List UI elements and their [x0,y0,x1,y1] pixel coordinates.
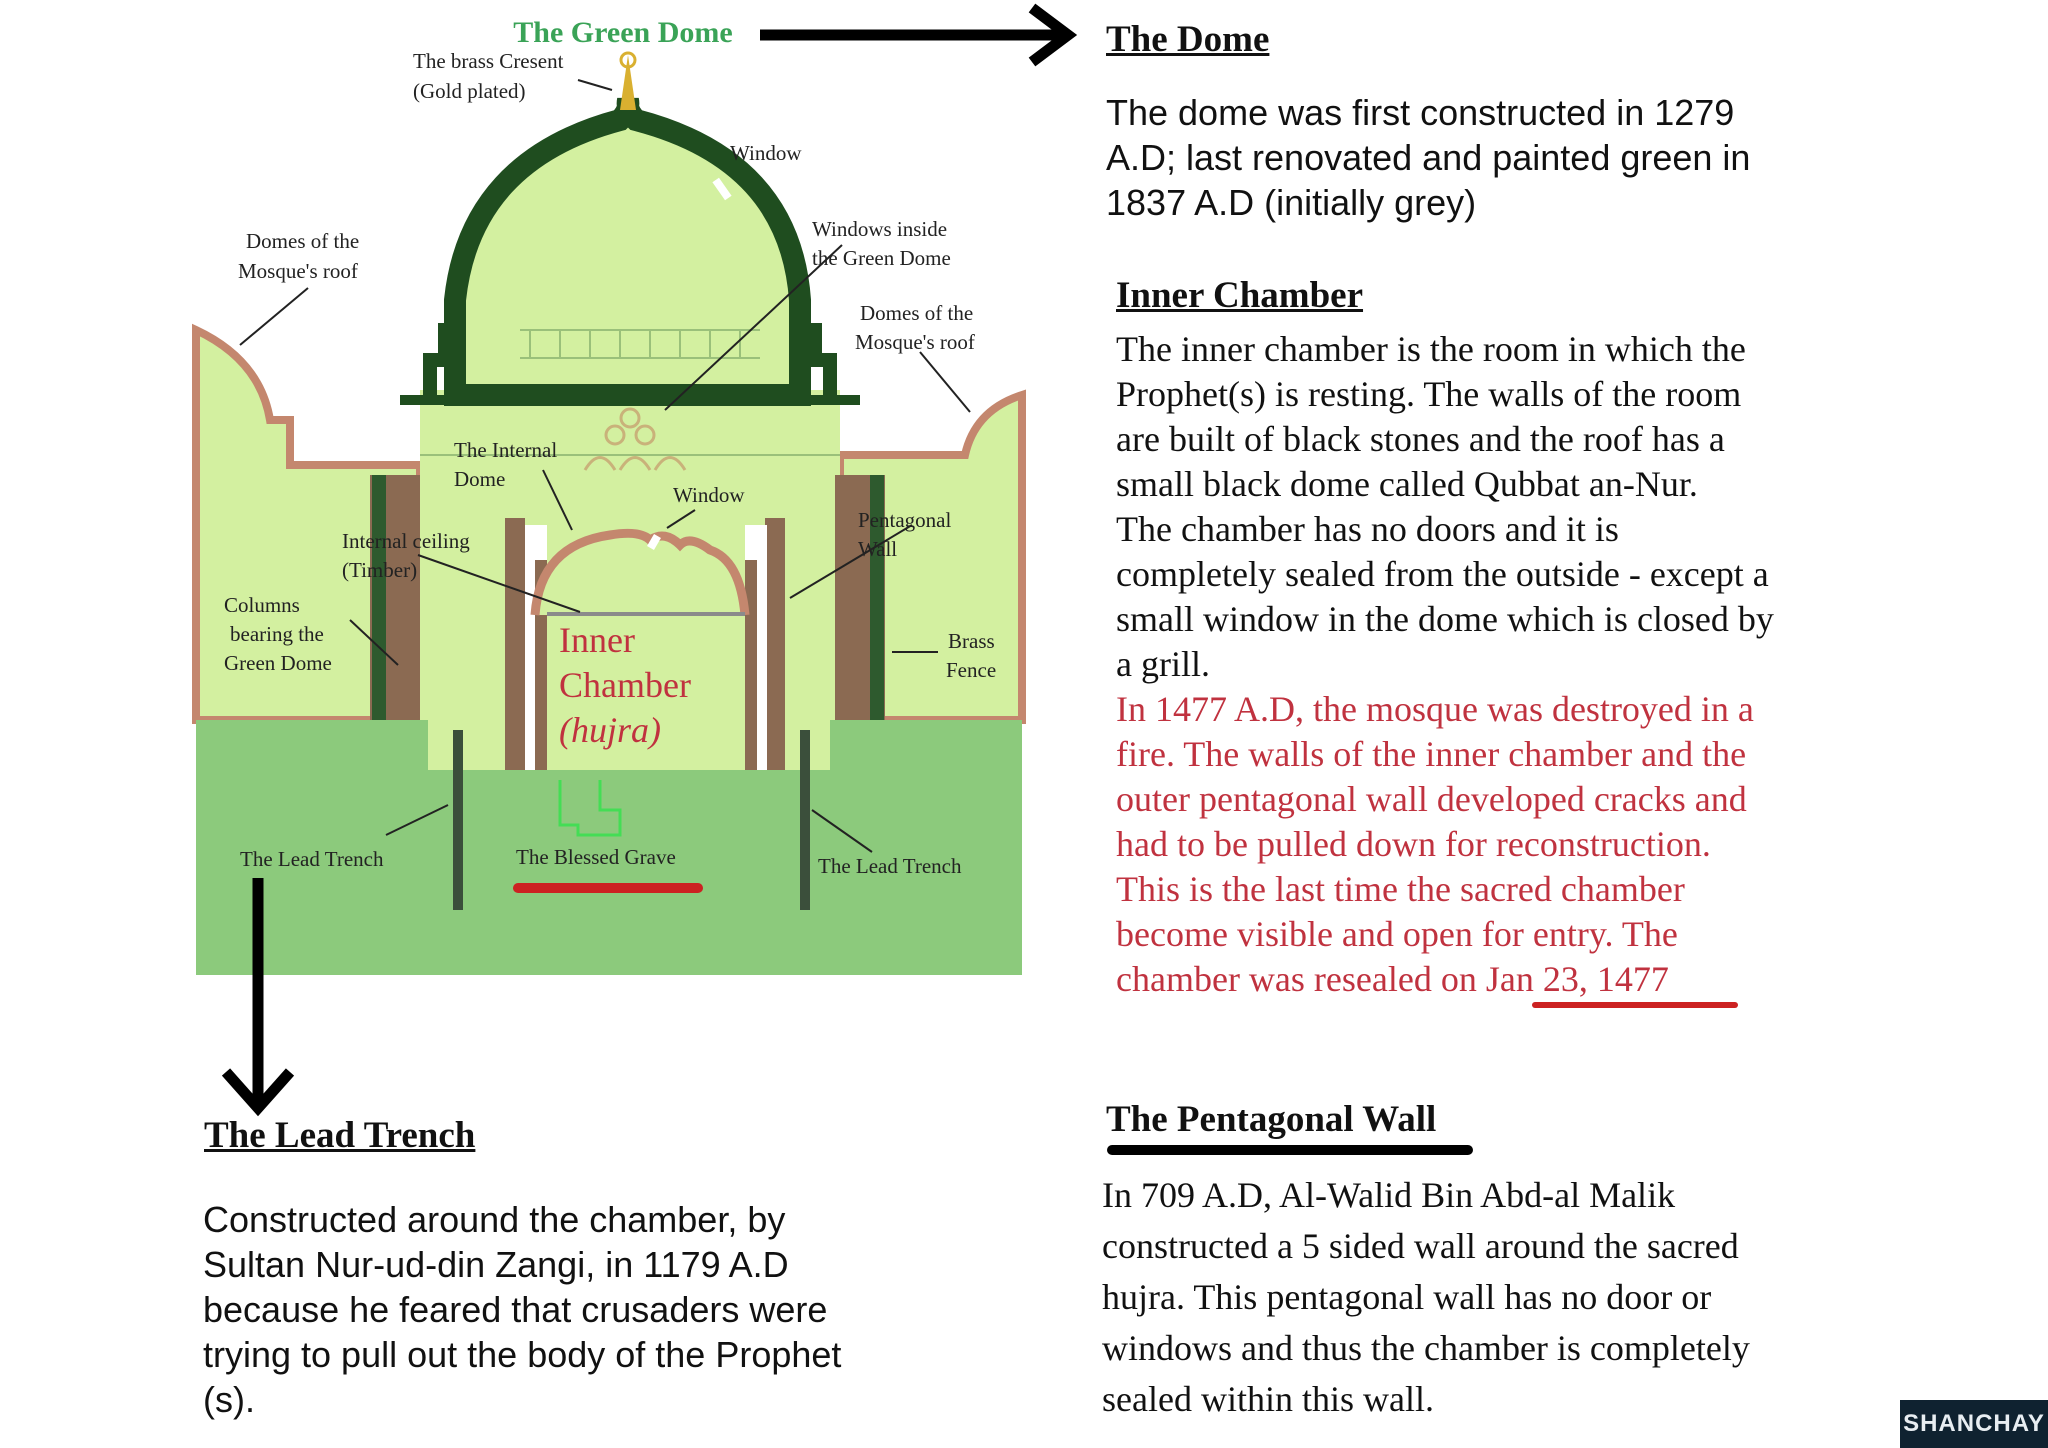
inner-chamber-heading: Inner Chamber [1116,275,1364,316]
label-windows-inside-2: the Green Dome [812,246,951,270]
label-domes-right: Domes of the [860,301,974,325]
pent-line: sealed within this wall. [1102,1379,1434,1419]
lead-trench-text [203,1197,841,1422]
label-pentagonal: Pentagonal [858,508,952,532]
inner-line: small window in the dome which is closed by [1116,599,1774,639]
inner-line: small black dome called Qubbat an-Nur. [1116,464,1698,504]
internal-ceiling [547,612,745,616]
lead-trench-right [800,730,810,910]
lead-line: Constructed around the chamber, by [203,1199,786,1240]
lead-line: (s). [203,1379,255,1420]
inner-red-line: had to be pulled down for reconstruction. [1116,824,1711,864]
lead-trench-heading: The Lead Trench [204,1115,476,1156]
label-brass: Brass [948,629,995,653]
inner-line: a grill. [1116,644,1210,684]
inner-red-line: This is the last time the sacred chamber [1116,869,1685,909]
inner-chamber-text [1116,327,1774,1002]
resealed-prefix: chamber was resealed on [1116,959,1486,999]
label-lead-right: The Lead Trench [818,854,962,878]
dome-line: The dome was first constructed in 1279 [1106,92,1735,133]
label-columns-2: bearing the [230,622,324,646]
pent-line: hujra. This pentagonal wall has no door or [1102,1277,1712,1317]
watermark-badge: SHANCHAY [1900,1400,2048,1448]
label-windows-inside: Windows inside [812,217,948,241]
label-ceiling: Internal ceiling [342,529,470,553]
inner-line: The chamber has no doors and it is [1116,509,1619,549]
label-inner-chamber-3: (hujra) [559,710,661,750]
label-crescent-2: (Gold plated) [413,79,526,103]
label-internal-dome-2: Dome [454,467,506,491]
label-columns: Columns [224,593,300,617]
label-columns-3: Green Dome [224,651,332,675]
label-domes-left-2: Mosque's roof [238,259,358,283]
pentagonal-wall-heading: The Pentagonal Wall [1106,1099,1437,1140]
pentagonal-wall-left [505,518,525,770]
label-grave: The Blessed Grave [516,845,676,869]
label-inner-chamber: Inner [559,620,635,660]
pent-line: windows and thus the chamber is completely [1102,1328,1750,1368]
label-brass-2: Fence [946,658,997,682]
dome-heading: The Dome [1106,19,1270,60]
label-domes-left: Domes of the [246,229,360,253]
inner-red-line: become visible and open for entry. The [1116,914,1678,954]
label-pentagonal-2: Wall [858,537,898,561]
lead-line: Sultan Nur-ud-din Zangi, in 1179 A.D [203,1244,789,1285]
label-window-inner: Window [673,483,745,507]
inner-line: completely sealed from the outside - except a [1116,554,1769,594]
inner-wall-right-brown [745,560,757,770]
dome-line: A.D; last renovated and painted green in [1106,137,1751,178]
label-window-top: Window [730,141,802,165]
label-ceiling-2: (Timber) [342,558,418,582]
inner-red-last-line [1116,957,1774,1002]
pent-line: constructed a 5 sided wall around the sacred [1102,1226,1739,1266]
lead-line: because he feared that crusaders were [203,1289,828,1330]
resealed-date: Jan 23, 1477 [1485,959,1669,999]
dome-line: 1837 A.D (initially grey) [1106,182,1477,223]
pentagonal-wall-text [1102,1170,1750,1425]
label-domes-right-2: Mosque's roof [855,330,975,354]
dome-text [1106,90,1750,225]
label-inner-chamber-2: Chamber [559,665,691,705]
label-crescent: The brass Cresent [413,49,564,73]
inner-line: The inner chamber is the room in which the [1116,329,1746,369]
inner-red-line: outer pentagonal wall developed cracks and [1116,779,1747,819]
label-lead-left: The Lead Trench [240,847,384,871]
pent-line: In 709 A.D, Al-Walid Bin Abd-al Malik [1102,1175,1676,1215]
column-left-dark [372,475,386,720]
inner-red-line: fire. The walls of the inner chamber and the [1116,734,1747,774]
label-internal-dome: The Internal [454,438,558,462]
lead-line: trying to pull out the body of the Prophet [203,1334,842,1375]
inner-line: Prophet(s) is resting. The walls of the room [1116,374,1742,414]
diagram-title: The Green Dome [513,16,733,49]
inner-red-line: In 1477 A.D, the mosque was destroyed in a [1116,689,1754,729]
pentagonal-wall-right [765,518,785,770]
inner-line: are built of black stones and the roof has a [1116,419,1725,459]
lead-trench-left [453,730,463,910]
